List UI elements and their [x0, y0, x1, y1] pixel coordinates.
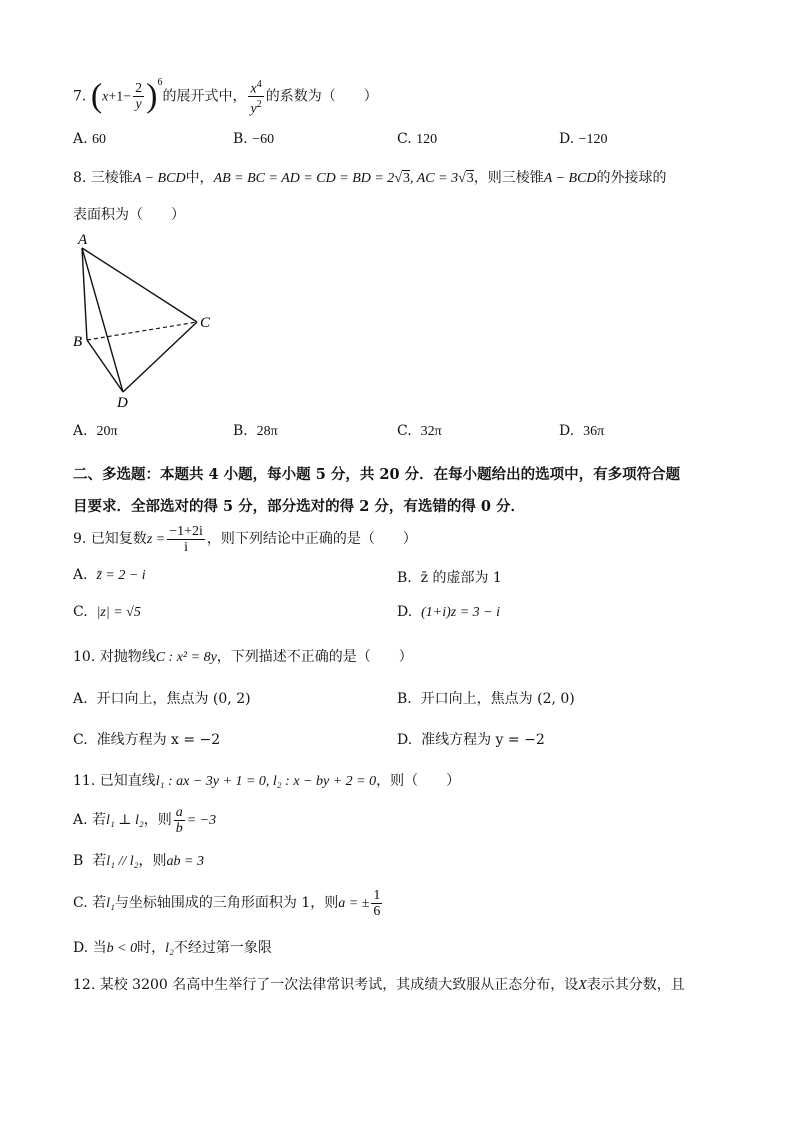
q12-text: 某校 3200 名高中生举行了一次法律常识考试，其成绩大致服从正态分布，设	[99, 977, 579, 993]
q8-option-a-value: 20π	[96, 424, 118, 439]
vertex-label-d: D	[117, 395, 128, 410]
q7-option-a-value: 60	[92, 132, 107, 147]
q9-text1: 已知复数	[90, 531, 147, 547]
q9-option-b[interactable]	[397, 567, 502, 587]
q8-option-c-label: C.	[397, 423, 412, 439]
q9-z-eq: z =	[146, 532, 166, 547]
edge-CD	[123, 322, 197, 392]
q11-option-d[interactable]	[73, 937, 272, 957]
q12-number: 12.	[73, 977, 96, 993]
q10-option-c-value: 准线方程为 x = −2	[96, 732, 221, 748]
q8-eq1: AB = BC = AD = CD = BD = 2	[213, 171, 395, 186]
q7-exponent: 6	[157, 77, 163, 88]
q10-option-b-label: B.	[397, 691, 412, 707]
q9-option-c[interactable]	[73, 604, 141, 621]
q8-text2: 中，	[185, 170, 214, 186]
q7-x: x	[102, 89, 109, 105]
q9-option-d-label: D.	[397, 604, 413, 620]
q12-stem	[73, 974, 685, 994]
q9-option-b-label: B.	[397, 570, 412, 586]
q11-option-c-text2: 与坐标轴围成的三角形面积为 1，则	[114, 895, 339, 911]
q8-stem-line1: 8. 三棱锥A − BCD中，AB = BC = AD = CD = BD = 2√3, AC = 3√3，则三棱锥A − BCD的外接球的	[73, 170, 667, 186]
q9-number: 9.	[73, 531, 87, 547]
q7-option-d[interactable]	[559, 131, 608, 148]
q11-text2: ，则（ ）	[376, 773, 461, 789]
q10-stem	[73, 646, 413, 666]
q11-option-c-result: a = ±	[338, 896, 370, 911]
q11-option-a-result: = −3	[186, 813, 217, 828]
section-heading-line2: 目要求．全部选对的得 5 分，部分选对的得 2 分，有选错的得 0 分．	[73, 498, 526, 515]
q8-name2: A − BCD	[543, 171, 597, 186]
q7-target-den-exp: 2	[256, 99, 262, 111]
q8-option-b-label: B.	[233, 423, 248, 439]
q7-paren-left: (	[90, 77, 103, 115]
q11-option-d-label: D.	[73, 940, 89, 956]
q8-option-c-value: 32π	[420, 424, 442, 439]
edge-BD	[87, 340, 123, 392]
q9-option-a-value: z̄ = 2 − i	[96, 568, 146, 583]
q11-option-c-label: C.	[73, 895, 88, 911]
q7-option-c[interactable]	[397, 131, 437, 148]
q8-stem-line2: 表面积为（ ）	[73, 207, 185, 223]
q11-option-a-frac-den: b	[175, 820, 183, 836]
q10-number: 10.	[73, 649, 96, 665]
q11-option-a-label: A.	[73, 812, 88, 828]
q8-option-d-label: D.	[559, 423, 575, 439]
q11-option-c-fraction	[371, 888, 382, 919]
q8-sqrt-a: 3	[403, 171, 410, 186]
q7-fraction	[133, 81, 144, 112]
q9-option-d[interactable]	[397, 604, 500, 621]
q9-text2: ，则下列结论中正确的是（ ）	[206, 531, 417, 547]
q7-text-end: 的系数为（ ）	[265, 88, 378, 105]
q11-option-b-label: B	[73, 853, 84, 869]
q7-option-b-value: −60	[252, 132, 275, 147]
q8-text4: 的外接球的	[596, 170, 667, 186]
q8-option-a[interactable]	[73, 423, 118, 440]
q11-option-a-text1: 若	[92, 812, 107, 828]
q7-option-d-label: D.	[559, 131, 575, 147]
q7-option-a[interactable]	[73, 131, 106, 148]
q10-option-d-value: 准线方程为 y = −2	[421, 732, 545, 748]
q11-option-b-result: ab = 3	[166, 854, 204, 869]
q11-option-c-text1: 若	[92, 895, 107, 911]
q9-option-a[interactable]	[73, 567, 146, 584]
q10-eq: C : x² = 8y	[155, 650, 217, 665]
q7-number: 7.	[73, 88, 87, 105]
q11-option-c-frac-num: 1	[373, 887, 381, 903]
q11-text1: 已知直线	[99, 773, 156, 789]
q7-frac-den: y	[135, 97, 142, 113]
vertex-label-c: C	[200, 315, 211, 331]
q7-option-c-label: C.	[397, 131, 412, 147]
q11-option-c-frac-den: 6	[373, 903, 381, 919]
q11-option-c[interactable]	[73, 884, 384, 922]
q7-option-c-value: 120	[416, 132, 438, 147]
q11-option-b[interactable]	[73, 850, 204, 870]
q7-target-den: y	[250, 101, 257, 117]
q10-option-b-value: 开口向上，焦点为 (2, 0)	[420, 691, 575, 707]
q12-var: X	[578, 978, 587, 993]
q11-option-d-text1: 当	[92, 940, 107, 956]
q11-option-d-line: l₂	[165, 941, 174, 956]
q7-option-b-label: B.	[233, 131, 248, 147]
q10-option-a-label: A.	[73, 691, 88, 707]
q7-option-a-label: A.	[73, 131, 88, 147]
vertex-label-a: A	[78, 232, 88, 248]
q9-fraction	[167, 524, 205, 555]
q8-text3: ，则三棱锥	[473, 170, 544, 186]
q8-sqrt-b: 3	[466, 171, 474, 186]
q8-option-b[interactable]	[233, 423, 278, 440]
q10-option-b[interactable]	[397, 688, 575, 708]
q9-stem	[73, 522, 417, 556]
q7-target-num-exp: 4	[256, 78, 262, 90]
q7-option-b[interactable]	[233, 131, 274, 148]
q10-option-d-label: D.	[397, 732, 413, 748]
q11-option-c-cond: l₁	[106, 896, 115, 911]
q11-option-b-cond: l₁ // l₂	[106, 854, 139, 869]
q10-option-a[interactable]	[73, 688, 251, 708]
q9-option-d-value: (1+i)z = 3 − i	[421, 605, 500, 620]
q9-frac-num: −1+2i	[169, 523, 203, 539]
q8-name1: A − BCD	[132, 171, 186, 186]
q11-option-d-text3: 不经过第一象限	[173, 940, 272, 956]
q12-text-end: 表示其分数，且	[586, 977, 685, 993]
q7-text-mid: 的展开式中，	[162, 88, 247, 105]
q9-option-a-label: A.	[73, 567, 88, 583]
q7-stem	[73, 76, 378, 117]
q11-option-a-frac-num: a	[175, 804, 183, 820]
q9-option-c-label: C.	[73, 604, 88, 620]
q8-text1: 三棱锥	[90, 170, 133, 186]
q11-option-a-text2: ，则	[143, 812, 172, 828]
q11-option-b-text1: 若	[92, 853, 107, 869]
q7-option-d-value: −120	[578, 132, 608, 147]
q11-number: 11.	[73, 773, 96, 789]
q8-option-b-value: 28π	[256, 424, 278, 439]
q10-text1: 对抛物线	[99, 649, 156, 665]
q8-option-c[interactable]	[397, 423, 442, 440]
q9-frac-den: i	[184, 539, 188, 555]
q11-option-a-fraction	[174, 805, 185, 836]
q11-option-a-cond: l₁ ⊥ l₂	[106, 813, 144, 828]
q10-option-a-value: 开口向上，焦点为 (0, 2)	[96, 691, 251, 707]
q11-option-a[interactable]	[73, 802, 216, 838]
q11-stem	[73, 770, 460, 790]
q9-option-b-value: z̄ 的虚部为 1	[420, 570, 502, 586]
q7-target-num: x	[250, 81, 257, 97]
q7-frac-num: 2	[135, 81, 143, 97]
q10-option-c[interactable]	[73, 729, 220, 749]
vertex-label-b: B	[73, 334, 83, 350]
tetrahedron-figure	[70, 230, 230, 410]
q11-option-b-text2: ，则	[138, 853, 167, 869]
q9-option-c-value: |z| = √5	[96, 605, 141, 620]
q7-paren-right: )	[146, 77, 158, 115]
q10-option-c-label: C.	[73, 732, 88, 748]
q8-number: 8.	[73, 170, 87, 186]
q10-option-d[interactable]	[397, 729, 545, 749]
q8-eq2: , AC = 3	[410, 171, 459, 186]
q8-option-d[interactable]	[559, 423, 604, 440]
q11-option-d-text2: 时，	[137, 940, 166, 956]
q7-plus: +1−	[108, 89, 132, 105]
q8-option-a-label: A.	[73, 423, 88, 439]
q11-eq: l₁ : ax − 3y + 1 = 0, l₂ : x − by + 2 = 0	[155, 774, 377, 789]
q8-option-d-value: 36π	[583, 424, 605, 439]
section-heading-line1: 二、多选题：本题共 4 小题，每小题 5 分，共 20 分．在每小题给出的选项中，有多项符合题	[73, 466, 681, 483]
q11-option-d-cond: b < 0	[106, 941, 138, 956]
q7-target-fraction	[248, 77, 263, 117]
q10-text2: ，下列描述不正确的是（ ）	[216, 649, 413, 665]
